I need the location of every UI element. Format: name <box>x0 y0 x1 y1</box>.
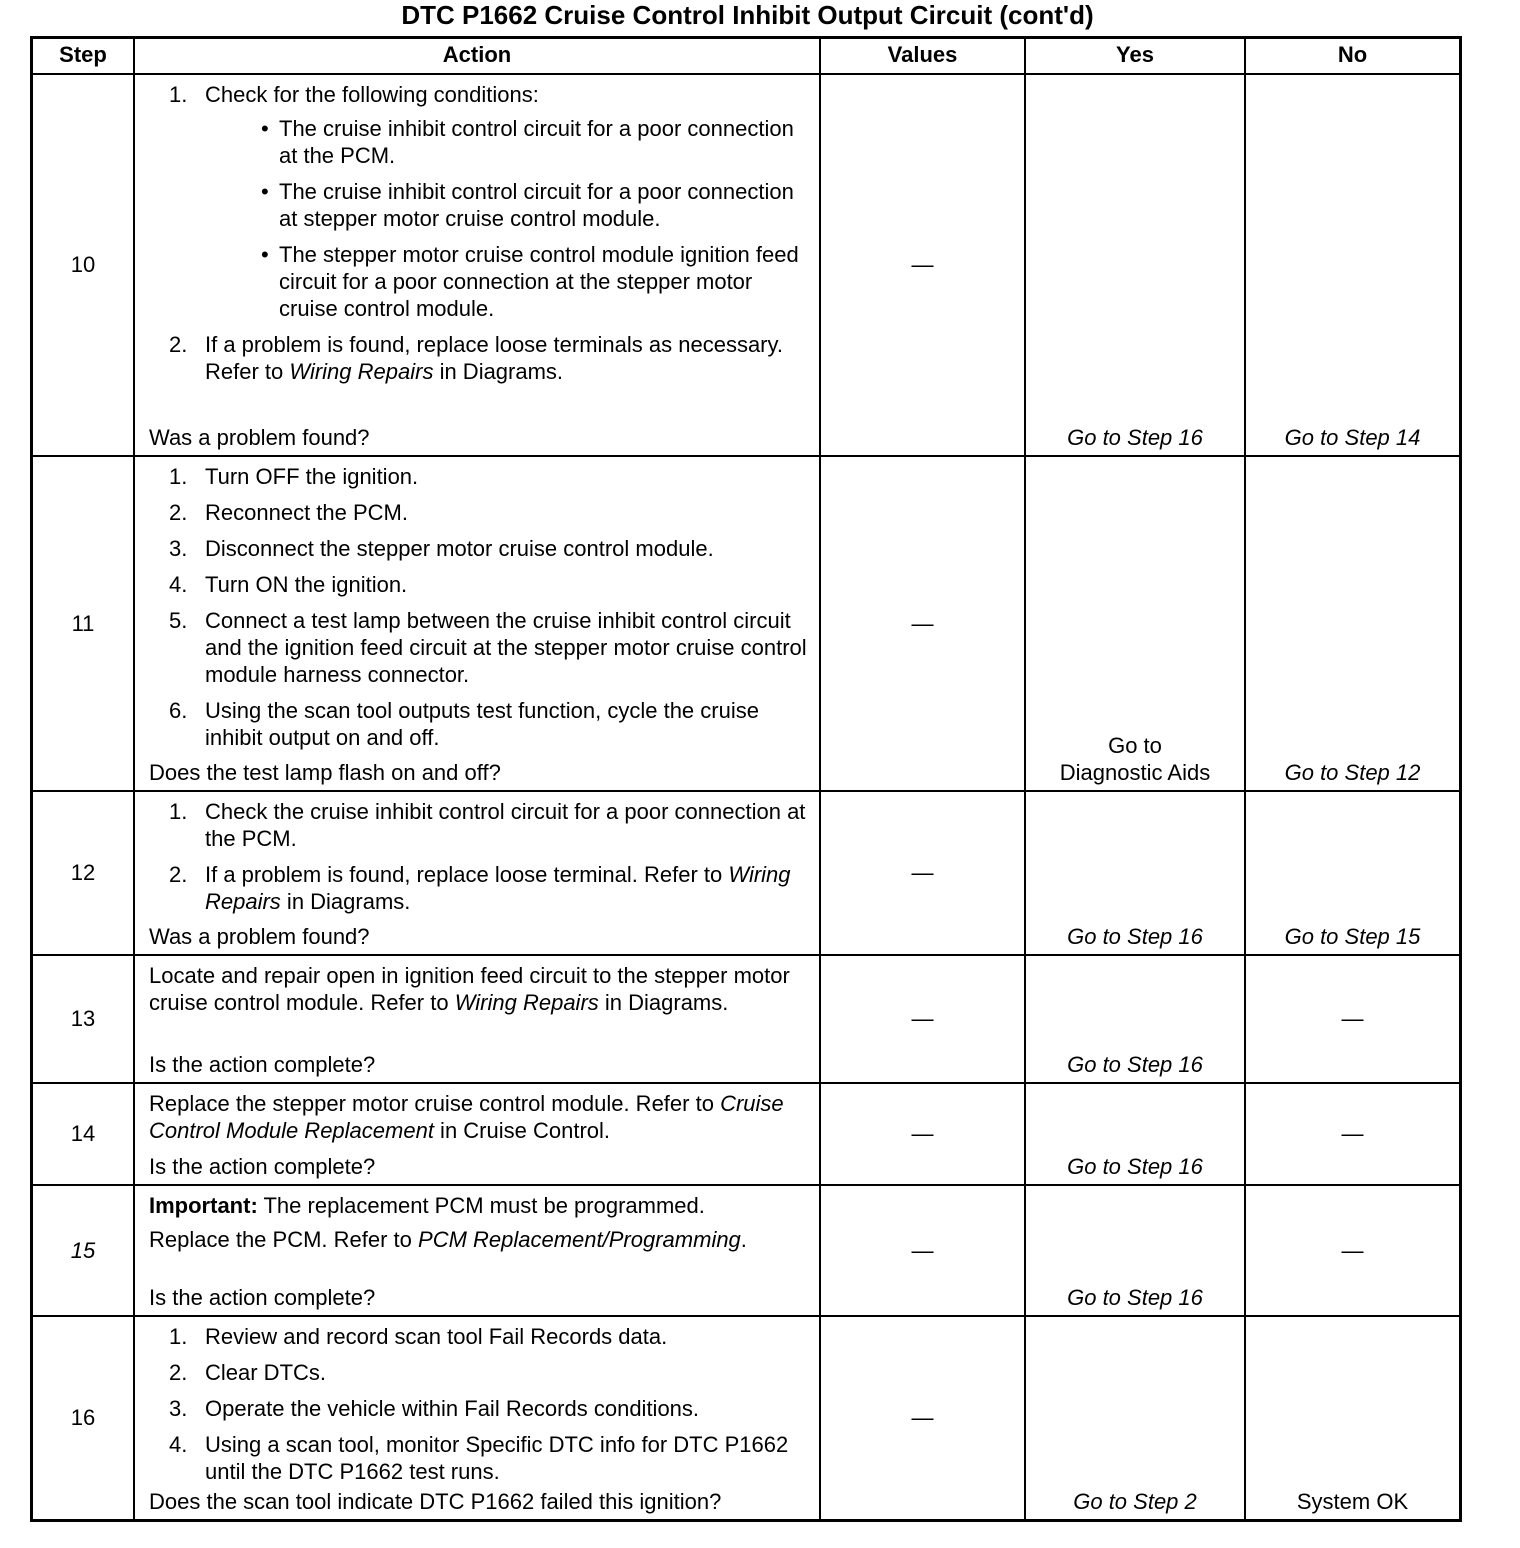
question-text: Is the action complete? <box>149 1154 376 1179</box>
list-item: 1. Check for the following conditions: • The cruise inhibit control circuit for a poor connection at the PCM. • The cruise inhibit control circuit for a poor connection at stepper motor cruise control module. • The stepper motor cruise control module ignition feed circuit for a poor connection at the stepper motor cruise control module. <box>149 81 811 322</box>
table-row <box>33 1084 1459 1186</box>
no-cell: Go to Step 14 <box>1244 75 1459 455</box>
step-number: 13 <box>70 1006 96 1031</box>
important-note: Important: The replacement PCM must be programmed. <box>149 1193 705 1218</box>
list-item: 3. Disconnect the stepper motor cruise control module. <box>169 536 714 561</box>
step-number: 15 <box>70 1237 96 1263</box>
bullet-item: • The stepper motor cruise control module ignition feed circuit for a poor connection at the stepper motor cruise control module. <box>261 242 799 321</box>
action-text: Replace the PCM. Refer to PCM Replacement/Programming. <box>149 1227 747 1252</box>
header-step: Step <box>59 42 107 67</box>
no-cell: Go to Step 12 <box>1244 457 1459 790</box>
list-item: 2. If a problem is found, replace loose terminal. Refer to Wiring Repairs in Diagrams. <box>169 862 791 914</box>
bullet-item: • The cruise inhibit control circuit for a poor connection at the PCM. <box>261 116 794 168</box>
action-cell <box>133 956 819 1082</box>
header-values: Values <box>819 39 1024 73</box>
action-cell <box>133 1317 819 1519</box>
step-number: 11 <box>71 610 95 636</box>
list-item: 4. Using a scan tool, monitor Specific DTC info for DTC P1662 until the DTC P1662 test runs. <box>169 1432 789 1484</box>
header-yes: Yes <box>1024 39 1244 73</box>
question-text: Does the test lamp flash on and off? <box>149 760 501 785</box>
values-cell: — <box>819 75 1024 455</box>
action-cell <box>133 1186 819 1315</box>
action-text: Replace the stepper motor cruise control module. Refer to Cruise Control Module Replacement in Cruise Control. <box>149 1091 784 1143</box>
no-cell: — <box>1244 1186 1459 1315</box>
no-cell: — <box>1244 956 1459 1082</box>
yes-line-2: Diagnostic Aids <box>1059 760 1211 785</box>
yes-cell: Go to Step 2 <box>1024 1317 1244 1519</box>
yes-line-1: Go to <box>1108 733 1162 758</box>
table-header <box>33 39 1459 75</box>
question-text: Was a problem found? <box>149 425 370 450</box>
list-item: 1. Check the cruise inhibit control circuit for a poor connection at the PCM. <box>169 799 806 851</box>
diagnostic-table <box>30 36 1462 1522</box>
values-cell: — <box>819 1317 1024 1519</box>
table-row <box>33 1317 1459 1519</box>
action-cell <box>133 75 819 455</box>
yes-cell <box>1024 457 1244 790</box>
list-item: 6. Using the scan tool outputs test function, cycle the cruise inhibit output on and off. <box>169 698 759 750</box>
bullet-item: • The cruise inhibit control circuit for a poor connection at stepper motor cruise control module. <box>261 179 794 231</box>
table-row <box>33 457 1459 792</box>
action-cell <box>133 1084 819 1184</box>
list-item: 4. Turn ON the ignition. <box>169 572 408 597</box>
yes-cell: Go to Step 16 <box>1024 792 1244 954</box>
table-row <box>33 792 1459 956</box>
step-number: 12 <box>70 860 96 885</box>
yes-cell: Go to Step 16 <box>1024 1084 1244 1184</box>
values-cell: — <box>819 457 1024 790</box>
values-cell: — <box>819 792 1024 954</box>
step-number: 14 <box>70 1121 96 1146</box>
list-item: 3. Operate the vehicle within Fail Records conditions. <box>169 1396 700 1421</box>
table-row <box>33 956 1459 1084</box>
yes-cell: Go to Step 16 <box>1024 1186 1244 1315</box>
question-text: Was a problem found? <box>149 924 370 949</box>
list-item: 1. Review and record scan tool Fail Records data. <box>169 1324 668 1349</box>
header-action: Action <box>133 39 819 73</box>
step-number: 16 <box>70 1405 96 1430</box>
no-cell: — <box>1244 1084 1459 1184</box>
list-item: 5. Connect a test lamp between the cruise inhibit control circuit and the ignition feed circuit at the stepper motor cruise control module harness connector. <box>169 608 807 687</box>
action-cell <box>133 457 819 790</box>
list-item: 1. Turn OFF the ignition. <box>169 464 419 489</box>
action-text: Locate and repair open in ignition feed circuit to the stepper motor cruise control module. Refer to Wiring Repairs in Diagrams. <box>149 963 790 1015</box>
table-row <box>33 75 1459 457</box>
no-cell: System OK <box>1244 1317 1459 1519</box>
no-cell: Go to Step 15 <box>1244 792 1459 954</box>
values-cell: — <box>819 1084 1024 1184</box>
yes-cell: Go to Step 16 <box>1024 956 1244 1082</box>
list-item: 2. If a problem is found, replace loose terminals as necessary. Refer to Wiring Repairs in Diagrams. <box>169 332 783 384</box>
page-title: DTC P1662 Cruise Control Inhibit Output Circuit (cont'd) <box>401 0 1094 30</box>
header-no: No <box>1244 39 1459 73</box>
table-row <box>33 1186 1459 1317</box>
step-number: 10 <box>70 252 96 277</box>
list-item: 2. Reconnect the PCM. <box>169 500 408 525</box>
question-text: Is the action complete? <box>149 1052 376 1077</box>
yes-cell: Go to Step 16 <box>1024 75 1244 455</box>
question-text: Is the action complete? <box>149 1285 376 1310</box>
action-cell <box>133 792 819 954</box>
values-cell: — <box>819 956 1024 1082</box>
values-cell: — <box>819 1186 1024 1315</box>
list-item: 2. Clear DTCs. <box>169 1360 327 1385</box>
question-text: Does the scan tool indicate DTC P1662 failed this ignition? <box>149 1489 722 1514</box>
